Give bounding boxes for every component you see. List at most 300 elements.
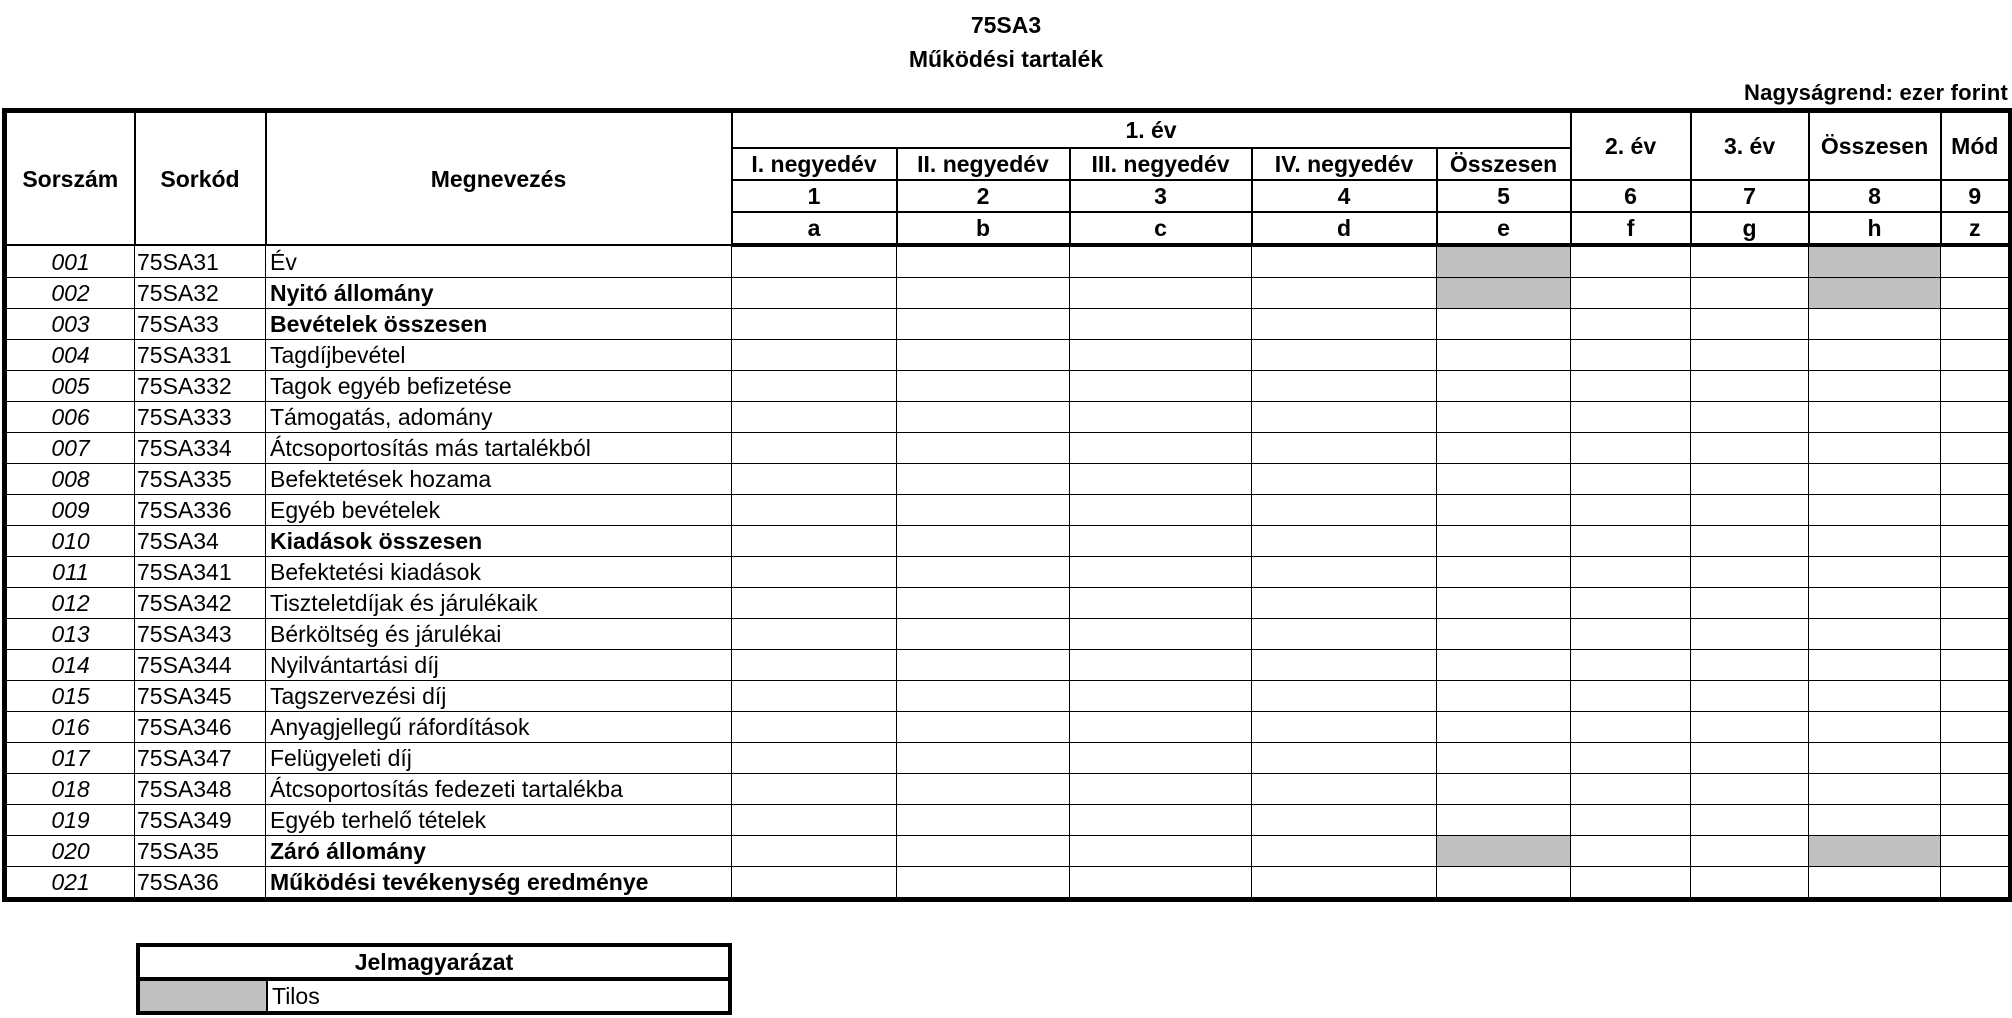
input-cell-f[interactable]: [1571, 371, 1691, 402]
input-cell-f[interactable]: [1571, 650, 1691, 681]
row-code: 75SA344: [135, 650, 266, 681]
input-cell-e[interactable]: [1437, 712, 1571, 743]
input-cell-e[interactable]: [1437, 495, 1571, 526]
input-cell-g[interactable]: [1691, 340, 1809, 371]
row-name: Záró állomány: [266, 836, 732, 867]
forbidden-cell: [1809, 836, 1941, 867]
input-cell-g[interactable]: [1691, 402, 1809, 433]
input-cell-e[interactable]: [1437, 588, 1571, 619]
col-number-5: 5: [1437, 180, 1571, 212]
input-cell-a[interactable]: [732, 245, 897, 278]
input-cell-e[interactable]: [1437, 526, 1571, 557]
input-cell-f[interactable]: [1571, 526, 1691, 557]
input-cell-f[interactable]: [1571, 557, 1691, 588]
input-cell-b[interactable]: [897, 743, 1070, 774]
input-cell-d[interactable]: [1252, 309, 1437, 340]
row-code: 75SA334: [135, 433, 266, 464]
col-header-sorszam: Sorszám: [5, 111, 135, 246]
input-cell-c[interactable]: [1070, 557, 1252, 588]
input-cell-d[interactable]: [1252, 557, 1437, 588]
table-row: [5, 805, 2011, 836]
row-number: 021: [5, 867, 135, 900]
input-cell-f[interactable]: [1571, 619, 1691, 650]
input-cell-h[interactable]: [1809, 371, 1941, 402]
input-cell-z[interactable]: [1941, 712, 2011, 743]
row-number: 010: [5, 526, 135, 557]
col-number-7: 7: [1691, 180, 1809, 212]
row-code: 75SA348: [135, 774, 266, 805]
input-cell-g[interactable]: [1691, 836, 1809, 867]
row-name: Egyéb bevételek: [266, 495, 732, 526]
table-row: [5, 433, 2011, 464]
input-cell-b[interactable]: [897, 245, 1070, 278]
col-header-q1: I. negyedév: [732, 148, 897, 180]
row-number: 014: [5, 650, 135, 681]
input-cell-b[interactable]: [897, 557, 1070, 588]
row-code: 75SA333: [135, 402, 266, 433]
table-row: [5, 836, 2011, 867]
row-name: Működési tevékenység eredménye: [266, 867, 732, 900]
input-cell-g[interactable]: [1691, 805, 1809, 836]
input-cell-d[interactable]: [1252, 588, 1437, 619]
col-letter-8: h: [1809, 212, 1941, 245]
input-cell-g[interactable]: [1691, 588, 1809, 619]
input-cell-b[interactable]: [897, 278, 1070, 309]
input-cell-a[interactable]: [732, 588, 897, 619]
col-header-total1: Összesen: [1437, 148, 1571, 180]
input-cell-e[interactable]: [1437, 464, 1571, 495]
input-cell-c[interactable]: [1070, 619, 1252, 650]
input-cell-e[interactable]: [1437, 743, 1571, 774]
input-cell-a[interactable]: [732, 495, 897, 526]
row-number: 008: [5, 464, 135, 495]
col-number-3: 3: [1070, 180, 1252, 212]
input-cell-c[interactable]: [1070, 402, 1252, 433]
col-header-year3: 3. év: [1691, 111, 1809, 181]
input-cell-b[interactable]: [897, 774, 1070, 805]
col-letter-9: z: [1941, 212, 2011, 245]
input-cell-d[interactable]: [1252, 433, 1437, 464]
input-cell-z[interactable]: [1941, 245, 2011, 278]
input-cell-f[interactable]: [1571, 836, 1691, 867]
input-cell-b[interactable]: [897, 309, 1070, 340]
row-code: 75SA31: [135, 245, 266, 278]
input-cell-z[interactable]: [1941, 495, 2011, 526]
col-number-1: 1: [732, 180, 897, 212]
input-cell-g[interactable]: [1691, 371, 1809, 402]
input-cell-h[interactable]: [1809, 774, 1941, 805]
input-cell-a[interactable]: [732, 557, 897, 588]
input-cell-a[interactable]: [732, 805, 897, 836]
col-number-4: 4: [1252, 180, 1437, 212]
input-cell-d[interactable]: [1252, 619, 1437, 650]
input-cell-e[interactable]: [1437, 402, 1571, 433]
input-cell-b[interactable]: [897, 371, 1070, 402]
legend: [136, 943, 732, 1015]
input-cell-h[interactable]: [1809, 526, 1941, 557]
input-cell-z[interactable]: [1941, 464, 2011, 495]
input-cell-c[interactable]: [1070, 805, 1252, 836]
input-cell-e[interactable]: [1437, 309, 1571, 340]
input-cell-e[interactable]: [1437, 557, 1571, 588]
input-cell-h[interactable]: [1809, 402, 1941, 433]
col-header-mod: Mód: [1941, 111, 2011, 181]
input-cell-c[interactable]: [1070, 712, 1252, 743]
input-cell-g[interactable]: [1691, 526, 1809, 557]
input-cell-c[interactable]: [1070, 495, 1252, 526]
col-header-q4: IV. negyedév: [1252, 148, 1437, 180]
input-cell-a[interactable]: [732, 619, 897, 650]
input-cell-g[interactable]: [1691, 464, 1809, 495]
col-letter-7: g: [1691, 212, 1809, 245]
input-cell-d[interactable]: [1252, 743, 1437, 774]
row-number: 006: [5, 402, 135, 433]
input-cell-h[interactable]: [1809, 340, 1941, 371]
input-cell-f[interactable]: [1571, 245, 1691, 278]
input-cell-a[interactable]: [732, 433, 897, 464]
input-cell-z[interactable]: [1941, 340, 2011, 371]
row-number: 019: [5, 805, 135, 836]
input-cell-g[interactable]: [1691, 245, 1809, 278]
row-name: Bérköltség és járulékai: [266, 619, 732, 650]
input-cell-z[interactable]: [1941, 557, 2011, 588]
row-name: Anyagjellegű ráfordítások: [266, 712, 732, 743]
col-header-total: Összesen: [1809, 111, 1941, 181]
row-name: Nyilvántartási díj: [266, 650, 732, 681]
input-cell-z[interactable]: [1941, 836, 2011, 867]
input-cell-h[interactable]: [1809, 557, 1941, 588]
input-cell-c[interactable]: [1070, 340, 1252, 371]
input-cell-g[interactable]: [1691, 433, 1809, 464]
row-number: 003: [5, 309, 135, 340]
input-cell-d[interactable]: [1252, 836, 1437, 867]
input-cell-e[interactable]: [1437, 805, 1571, 836]
data-table: [2, 108, 2012, 902]
row-number: 011: [5, 557, 135, 588]
col-header-q2: II. negyedév: [897, 148, 1070, 180]
input-cell-b[interactable]: [897, 712, 1070, 743]
input-cell-g[interactable]: [1691, 712, 1809, 743]
input-cell-g[interactable]: [1691, 774, 1809, 805]
forbidden-cell: [1437, 245, 1571, 278]
input-cell-f[interactable]: [1571, 588, 1691, 619]
row-number: 009: [5, 495, 135, 526]
input-cell-c[interactable]: [1070, 588, 1252, 619]
row-name: Nyitó állomány: [266, 278, 732, 309]
input-cell-f[interactable]: [1571, 805, 1691, 836]
table-row: [5, 774, 2011, 805]
input-cell-z[interactable]: [1941, 681, 2011, 712]
input-cell-a[interactable]: [732, 650, 897, 681]
input-cell-e[interactable]: [1437, 650, 1571, 681]
form-code: 75SA3: [970, 12, 1042, 38]
input-cell-z[interactable]: [1941, 278, 2011, 309]
input-cell-f[interactable]: [1571, 309, 1691, 340]
forbidden-cell: [1437, 836, 1571, 867]
input-cell-z[interactable]: [1941, 619, 2011, 650]
input-cell-z[interactable]: [1941, 743, 2011, 774]
row-name: Tagok egyéb befizetése: [266, 371, 732, 402]
row-number: 001: [5, 245, 135, 278]
input-cell-b[interactable]: [897, 464, 1070, 495]
table-row: [5, 309, 2011, 340]
row-number: 002: [5, 278, 135, 309]
input-cell-e[interactable]: [1437, 619, 1571, 650]
table-row: [5, 588, 2011, 619]
legend-title: Jelmagyarázat: [138, 945, 730, 979]
col-number-8: 8: [1809, 180, 1941, 212]
input-cell-g[interactable]: [1691, 495, 1809, 526]
input-cell-e[interactable]: [1437, 774, 1571, 805]
col-number-6: 6: [1571, 180, 1691, 212]
input-cell-f[interactable]: [1571, 743, 1691, 774]
input-cell-b[interactable]: [897, 340, 1070, 371]
input-cell-h[interactable]: [1809, 619, 1941, 650]
row-code: 75SA345: [135, 681, 266, 712]
input-cell-b[interactable]: [897, 867, 1070, 900]
table-row: [5, 245, 2011, 278]
row-code: 75SA342: [135, 588, 266, 619]
table-row: [5, 743, 2011, 774]
input-cell-b[interactable]: [897, 402, 1070, 433]
input-cell-f[interactable]: [1571, 340, 1691, 371]
forbidden-cell: [1809, 245, 1941, 278]
unit-label: Nagyságrend: ezer forint: [1744, 80, 2008, 105]
input-cell-f[interactable]: [1571, 464, 1691, 495]
input-cell-a[interactable]: [732, 743, 897, 774]
input-cell-a[interactable]: [732, 371, 897, 402]
forbidden-cell: [1437, 278, 1571, 309]
table-row: [5, 619, 2011, 650]
table-row: [5, 867, 2011, 900]
input-cell-z[interactable]: [1941, 588, 2011, 619]
row-name: Átcsoportosítás fedezeti tartalékba: [266, 774, 732, 805]
row-code: 75SA34: [135, 526, 266, 557]
row-name: Kiadások összesen: [266, 526, 732, 557]
input-cell-b[interactable]: [897, 650, 1070, 681]
input-cell-c[interactable]: [1070, 681, 1252, 712]
row-code: 75SA349: [135, 805, 266, 836]
col-letter-6: f: [1571, 212, 1691, 245]
input-cell-h[interactable]: [1809, 495, 1941, 526]
input-cell-c[interactable]: [1070, 743, 1252, 774]
input-cell-f[interactable]: [1571, 712, 1691, 743]
table-row: [5, 495, 2011, 526]
input-cell-h[interactable]: [1809, 650, 1941, 681]
input-cell-h[interactable]: [1809, 681, 1941, 712]
col-letter-4: d: [1252, 212, 1437, 245]
forbidden-cell: [1809, 278, 1941, 309]
input-cell-a[interactable]: [732, 402, 897, 433]
input-cell-a[interactable]: [732, 278, 897, 309]
input-cell-g[interactable]: [1691, 309, 1809, 340]
input-cell-d[interactable]: [1252, 278, 1437, 309]
row-code: 75SA33: [135, 309, 266, 340]
input-cell-b[interactable]: [897, 526, 1070, 557]
input-cell-f[interactable]: [1571, 681, 1691, 712]
input-cell-h[interactable]: [1809, 712, 1941, 743]
input-cell-d[interactable]: [1252, 464, 1437, 495]
input-cell-c[interactable]: [1070, 278, 1252, 309]
row-name: Tagdíjbevétel: [266, 340, 732, 371]
input-cell-d[interactable]: [1252, 681, 1437, 712]
input-cell-a[interactable]: [732, 340, 897, 371]
input-cell-a[interactable]: [732, 464, 897, 495]
input-cell-a[interactable]: [732, 712, 897, 743]
col-number-9: 9: [1941, 180, 2011, 212]
input-cell-e[interactable]: [1437, 371, 1571, 402]
input-cell-d[interactable]: [1252, 371, 1437, 402]
input-cell-d[interactable]: [1252, 712, 1437, 743]
input-cell-a[interactable]: [732, 836, 897, 867]
input-cell-c[interactable]: [1070, 650, 1252, 681]
input-cell-g[interactable]: [1691, 557, 1809, 588]
row-code: 75SA343: [135, 619, 266, 650]
table-row: [5, 340, 2011, 371]
input-cell-z[interactable]: [1941, 650, 2011, 681]
input-cell-h[interactable]: [1809, 743, 1941, 774]
input-cell-d[interactable]: [1252, 805, 1437, 836]
row-number: 005: [5, 371, 135, 402]
input-cell-g[interactable]: [1691, 278, 1809, 309]
form-title: Működési tartalék: [908, 46, 1104, 72]
row-code: 75SA32: [135, 278, 266, 309]
input-cell-d[interactable]: [1252, 245, 1437, 278]
row-code: 75SA335: [135, 464, 266, 495]
table-row: [5, 371, 2011, 402]
input-cell-g[interactable]: [1691, 743, 1809, 774]
input-cell-f[interactable]: [1571, 867, 1691, 900]
row-number: 015: [5, 681, 135, 712]
input-cell-d[interactable]: [1252, 402, 1437, 433]
input-cell-c[interactable]: [1070, 836, 1252, 867]
input-cell-c[interactable]: [1070, 433, 1252, 464]
input-cell-b[interactable]: [897, 836, 1070, 867]
input-cell-f[interactable]: [1571, 495, 1691, 526]
input-cell-h[interactable]: [1809, 433, 1941, 464]
row-name: Bevételek összesen: [266, 309, 732, 340]
input-cell-f[interactable]: [1571, 774, 1691, 805]
input-cell-b[interactable]: [897, 619, 1070, 650]
table-row: [5, 526, 2011, 557]
input-cell-g[interactable]: [1691, 867, 1809, 900]
input-cell-a[interactable]: [732, 867, 897, 900]
row-code: 75SA36: [135, 867, 266, 900]
input-cell-h[interactable]: [1809, 867, 1941, 900]
input-cell-d[interactable]: [1252, 340, 1437, 371]
col-letter-1: a: [732, 212, 897, 245]
input-cell-a[interactable]: [732, 774, 897, 805]
col-letter-5: e: [1437, 212, 1571, 245]
input-cell-c[interactable]: [1070, 245, 1252, 278]
input-cell-a[interactable]: [732, 681, 897, 712]
input-cell-h[interactable]: [1809, 588, 1941, 619]
input-cell-c[interactable]: [1070, 464, 1252, 495]
input-cell-b[interactable]: [897, 805, 1070, 836]
row-name: Befektetések hozama: [266, 464, 732, 495]
input-cell-z[interactable]: [1941, 774, 2011, 805]
row-number: 004: [5, 340, 135, 371]
input-cell-b[interactable]: [897, 588, 1070, 619]
row-number: 013: [5, 619, 135, 650]
row-name: Tiszteletdíjak és járulékaik: [266, 588, 732, 619]
row-name: Egyéb terhelő tételek: [266, 805, 732, 836]
row-number: 018: [5, 774, 135, 805]
col-number-2: 2: [897, 180, 1070, 212]
col-header-year1: 1. év: [732, 111, 1571, 149]
input-cell-a[interactable]: [732, 526, 897, 557]
row-code: 75SA341: [135, 557, 266, 588]
input-cell-g[interactable]: [1691, 681, 1809, 712]
input-cell-z[interactable]: [1941, 805, 2011, 836]
input-cell-b[interactable]: [897, 495, 1070, 526]
input-cell-z[interactable]: [1941, 526, 2011, 557]
legend-swatch-forbidden: [138, 979, 267, 1013]
col-header-megnevezes: Megnevezés: [266, 111, 732, 246]
input-cell-h[interactable]: [1809, 805, 1941, 836]
input-cell-d[interactable]: [1252, 867, 1437, 900]
row-name: Befektetési kiadások: [266, 557, 732, 588]
table-row: [5, 402, 2011, 433]
input-cell-d[interactable]: [1252, 774, 1437, 805]
input-cell-h[interactable]: [1809, 464, 1941, 495]
input-cell-z[interactable]: [1941, 371, 2011, 402]
input-cell-f[interactable]: [1571, 278, 1691, 309]
input-cell-z[interactable]: [1941, 402, 2011, 433]
col-header-q3: III. negyedév: [1070, 148, 1252, 180]
input-cell-c[interactable]: [1070, 309, 1252, 340]
row-code: 75SA332: [135, 371, 266, 402]
input-cell-a[interactable]: [732, 309, 897, 340]
row-name: Tagszervezési díj: [266, 681, 732, 712]
input-cell-e[interactable]: [1437, 340, 1571, 371]
input-cell-c[interactable]: [1070, 526, 1252, 557]
input-cell-g[interactable]: [1691, 650, 1809, 681]
row-code: 75SA347: [135, 743, 266, 774]
row-name: Támogatás, adomány: [266, 402, 732, 433]
input-cell-f[interactable]: [1571, 433, 1691, 464]
row-number: 016: [5, 712, 135, 743]
input-cell-c[interactable]: [1070, 371, 1252, 402]
input-cell-c[interactable]: [1070, 774, 1252, 805]
input-cell-b[interactable]: [897, 433, 1070, 464]
col-header-sorkod: Sorkód: [135, 111, 266, 246]
input-cell-e[interactable]: [1437, 867, 1571, 900]
row-number: 012: [5, 588, 135, 619]
input-cell-z[interactable]: [1941, 309, 2011, 340]
row-name: Átcsoportosítás más tartalékból: [266, 433, 732, 464]
input-cell-h[interactable]: [1809, 309, 1941, 340]
table-row: [5, 464, 2011, 495]
input-cell-f[interactable]: [1571, 402, 1691, 433]
col-letter-2: b: [897, 212, 1070, 245]
col-letter-3: c: [1070, 212, 1252, 245]
table-row: [5, 278, 2011, 309]
input-cell-e[interactable]: [1437, 433, 1571, 464]
input-cell-c[interactable]: [1070, 867, 1252, 900]
input-cell-e[interactable]: [1437, 681, 1571, 712]
input-cell-b[interactable]: [897, 681, 1070, 712]
table-row: [5, 650, 2011, 681]
input-cell-z[interactable]: [1941, 867, 2011, 900]
input-cell-g[interactable]: [1691, 619, 1809, 650]
table-row: [5, 557, 2011, 588]
input-cell-d[interactable]: [1252, 495, 1437, 526]
row-code: 75SA331: [135, 340, 266, 371]
input-cell-d[interactable]: [1252, 650, 1437, 681]
input-cell-z[interactable]: [1941, 433, 2011, 464]
input-cell-d[interactable]: [1252, 526, 1437, 557]
